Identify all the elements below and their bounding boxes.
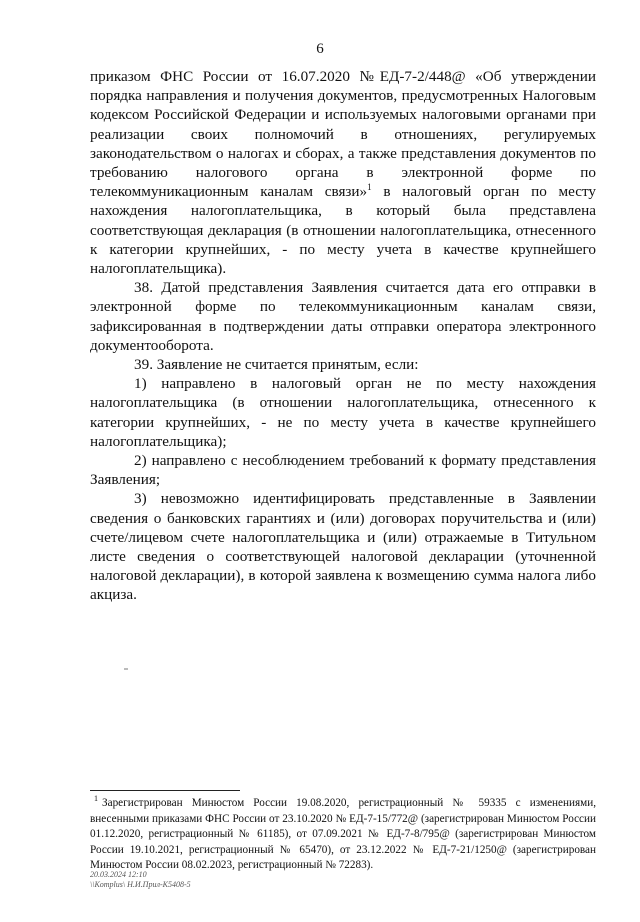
scan-mark: [124, 668, 128, 670]
document-body: [90, 67, 596, 605]
footnote-text: Зарегистрирован Минюстом России 19.08.2020, регистрационный № 59335 с изменениями, внесенными приказами ФНС России от 23.10.2020 № ЕД-7-15/772@ (зарегистрирован Минюстом России 01.12.2020, регистрационный № 61185), от 07.09.2021 № ЕД-7-8/795@ (зарегистрирован Минюстом России 19.10.2021, регистрационный № 65470), от 23.12.2022 № ЕД-7-21/1250@ (зарегистрирован Минюстом России 08.02.2023, регистрационный № 72283).: [90, 797, 596, 872]
print-stamp: [90, 870, 191, 890]
list-item-1: 1) направлено в налоговый орган не по месту нахождения налогоплательщика (в отношении налогоплательщика, отнесенного к категории крупнейших, - не по месту учета в качестве крупнейшего налогоплательщика);: [90, 375, 596, 450]
paragraph-text: приказом ФНС России от 16.07.2020 №ЕД-7-2/448@ «Об утверждении порядка направления и получения документов, предусмотренных Налоговым кодексом Российской Федерации и используемых налоговыми органами при реализации своих полномочий в отношениях, регулируемых законодательством о налогах и сборах, а также представления документов по требованию налогового органа в электронной форме по телекоммуникационным каналам связи»: [90, 68, 596, 201]
page-number: 6: [316, 41, 324, 57]
footnote: [90, 796, 596, 874]
print-stamp-path: \\Komplus\ Н.И.Прил-K5408-5: [90, 880, 191, 889]
footnote-separator: [90, 790, 240, 791]
footnote-mark: 1: [94, 794, 98, 804]
list-item-2: 2) направлено с несоблюдением требований к формату представления Заявления;: [90, 452, 596, 489]
paragraph-text-after-footnote: в налоговый орган по месту нахождения налогоплательщика, в который была представлена соответствующая декларация (в отношении налогоплательщика, отнесенного к категории крупнейших, - по месту учета в качестве крупнейшего налогоплательщика).: [90, 183, 596, 278]
print-stamp-date: 20.03.2024 12:10: [90, 870, 147, 879]
list-item-3: 3) невозможно идентифицировать представленные в Заявлении сведения о банковских гарантиях и (или) договорах поручительства и (или) счете/лицевом счете налогоплательщика и (или) отражаемые в Титульном листе сведения о соответствующей налоговой декларации (уточненной налоговой декларации), в которой заявлена к возмещению сумма налога либо акциза.: [90, 490, 596, 604]
footnote-reference: 1: [367, 182, 372, 193]
paragraph-39: 39. Заявление не считается принятым, если:: [134, 356, 419, 374]
paragraph-38: 38. Датой представления Заявления считается дата его отправки в электронной форме по телекоммуникационным каналам связи, зафиксированная в подтверждении даты отправки оператора электронного документооборота.: [90, 279, 596, 354]
paragraph-continuation: [90, 67, 596, 278]
